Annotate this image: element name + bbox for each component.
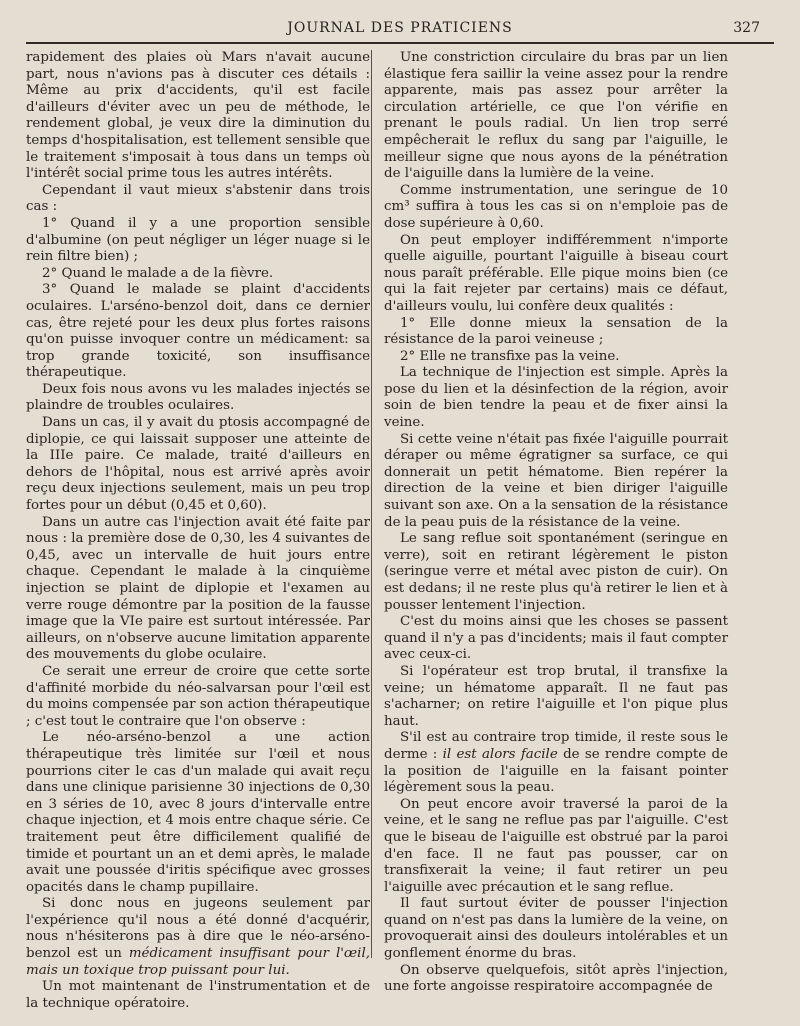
paragraph xyxy=(26,515,370,664)
column-divider xyxy=(371,50,372,958)
paragraph-text: S'il est au contraire trop timide, il reste sous le derme : xyxy=(384,730,728,762)
paragraph-text: 1° Elle donne mieux la sensation de la résistance de la paroi veineuse ; xyxy=(384,315,728,348)
paragraph xyxy=(26,730,370,896)
paragraph-text: Si donc nous en jugeons seulement par l'expérience qu'il nous a été donné d'acquérir, nous n'hésiterons pas à dire que le néo-arséno-benzol est un xyxy=(26,896,370,962)
paragraph xyxy=(384,316,728,349)
paragraph-text-tail: de se rendre compte de la position de l'aiguille en la faisant pointer légèrement sous la peau. xyxy=(384,746,728,796)
paragraph-text: Si l'opérateur est trop brutal, il transfixe la veine; un hématome apparaît. Il ne faut pas s'acharner; on retire l'aiguille et l'on pique plus haut. xyxy=(384,663,728,729)
paragraph xyxy=(26,664,370,730)
italic-text: il est alors facile xyxy=(442,746,558,762)
paragraph xyxy=(384,349,728,366)
paragraph xyxy=(26,415,370,515)
paragraph-text: 2° Elle ne transfixe pas la veine. xyxy=(400,348,620,364)
paragraph-text: Un mot maintenant de l'instrumentation et de la technique opératoire. xyxy=(26,979,370,1011)
paragraph-text: Une constriction circulaire du bras par un lien élastique fera saillir la veine assez pour la rendre apparente, mais pas assez pour arrêter la circulation artérielle, ce que l'on vérifie en prenant le pouls radial. Un lien trop serré empêcherait le reflux du sang par l'aiguille, le meilleur signe que nous ayons de la pénétration de l'aiguille dans la lumière de la veine. xyxy=(384,50,728,182)
paragraph-text: On peut employer indifféremment n'importe quelle aiguille, pourtant l'aiguille à biseau court nous paraît préférable. Elle pique moins bien (ce qui la fait rejeter par certains) mais ce défaut, d'ailleurs voulu, lui confère deux qualités : xyxy=(384,232,728,314)
paragraph-text: C'est du moins ainsi que les choses se passent quand il n'y a pas d'incidents; mais il faut compter avec ceux-ci. xyxy=(384,614,728,663)
paragraph xyxy=(26,282,370,382)
paragraph xyxy=(384,614,728,664)
paragraph-text: 1° Quand il y a une proportion sensible d'albumine (on peut négliger un léger nuage si le rein filtre bien) ; xyxy=(26,215,370,265)
paragraph xyxy=(384,365,728,431)
paragraph-text: 2° Quand le malade a de la fièvre. xyxy=(42,265,274,281)
paragraph xyxy=(384,896,728,962)
paragraph-text: Cependant il vaut mieux s'abstenir dans trois cas : xyxy=(26,182,370,215)
paragraph xyxy=(384,797,728,897)
paragraph xyxy=(26,382,370,415)
running-header xyxy=(26,14,774,44)
paragraph-text: Deux fois nous avons vu les malades injectés se plaindre de troubles oculaires. xyxy=(26,381,370,414)
paragraph-text: Le sang reflue soit spontanément (seringue en verre), soit en retirant légèrement le piston (seringue verre et métal avec piston de cuir). On est dedans; il ne reste plus qu'à retirer le lien et à pousser lentement l'injection. xyxy=(384,531,728,613)
paragraph xyxy=(384,963,728,996)
paragraph xyxy=(26,216,370,266)
paragraph-text: Le néo-arséno-benzol a une action thérapeutique très limitée sur l'œil et nous pourrions citer le cas d'un malade qui avait reçu dans une clinique parisienne 30 injections de 0,30 en 3 séries de 10, avec 8 jours d'intervalle entre chaque injection, et 4 mois entre chaque série. Ce traitement peut être difficilement qualifié de timide et pourtant un an et demi après, le malade avait une poussée d'iritis spécifique avec grosses opacités dans le champ pupillaire. xyxy=(26,730,370,895)
paragraph-text: Il faut surtout éviter de pousser l'injection quand on n'est pas dans la lumière de la veine, on provoquerait ainsi des douleurs intolérables et un gonflement énorme du bras. xyxy=(384,896,728,962)
left-column xyxy=(26,50,370,1012)
right-column xyxy=(384,50,728,996)
paragraph xyxy=(384,730,728,796)
paragraph xyxy=(26,183,370,216)
paragraph xyxy=(26,979,370,1012)
paragraph-text: On peut encore avoir traversé la paroi de la veine, et le sang ne reflue pas par l'aiguille. C'est que le biseau de l'aiguille est obstrué par la paroi d'en face. Il ne faut pas pousser, car on transfixerait la veine; il faut retirer un peu l'aiguille avec précaution et le sang reflue. xyxy=(384,796,728,895)
paragraph-text: Si cette veine n'était pas fixée l'aiguille pourrait déraper ou même égratigner sa surface, ce qui donnerait un petit hématome. Bien repérer la direction de la veine et bien diriger l'aiguille suivant son axe. On a la sensation de la résistance de la peau puis de la résistance de la veine. xyxy=(384,431,728,530)
paragraph-text: On observe quelquefois, sitôt après l'injection, une forte angoisse respiratoire accompagnée de xyxy=(384,962,728,995)
paragraph xyxy=(384,664,728,730)
paragraph-text: 3° Quand le malade se plaint d'accidents oculaires. L'arséno-benzol doit, dans ce dernier cas, être rejeté pour les deux plus fortes raisons qu'on puisse invoquer contre un médicament: sa trop grande toxicité, son insuffisance thérapeutique. xyxy=(26,282,370,381)
paragraph xyxy=(384,50,728,183)
paragraph-text: Dans un cas, il y avait du ptosis accompagné de diplopie, ce qui laissait supposer une atteinte de la IIIe paire. Ce malade, traité d'ailleurs en dehors de l'hôpital, nous est arrivé après avoir reçu deux injections seulement, mais un peu trop fortes pour un début (0,45 et 0,60). xyxy=(26,415,370,514)
paragraph xyxy=(26,896,370,979)
page-number: 327 xyxy=(733,20,760,36)
paragraph-text: Ce serait une erreur de croire que cette sorte d'affinité morbide du néo-salvarsan pour l'œil est du moins compensée par son action thérapeutique ; c'est tout le contraire que l'on observe : xyxy=(26,663,370,729)
paragraph-text: La technique de l'injection est simple. Après la pose du lien et la désinfection de la région, avoir soin de bien tendre la peau et de fixer ainsi la veine. xyxy=(384,365,728,431)
paragraph xyxy=(384,183,728,233)
paragraph-text: rapidement des plaies où Mars n'avait aucune part, nous n'avions pas à discuter ces détails : Même au prix d'accidents, qu'il est facile d'ailleurs d'éviter avec un peu de méthode, le rendement global, je veux dire la diminution du temps d'hospitalisation, est tellement sensible que le traitement s'imposait à tous dans un temps où l'intérêt social prime tous les autres intérêts. xyxy=(26,50,370,182)
paragraph xyxy=(26,50,370,183)
journal-title: JOURNAL DES PRATICIENS xyxy=(287,20,513,36)
paragraph xyxy=(384,233,728,316)
italic-text: médicament insuffisant pour l'œil, mais un toxique trop puissant pour lui. xyxy=(26,946,370,978)
paragraph xyxy=(26,266,370,283)
paragraph xyxy=(384,531,728,614)
paragraph xyxy=(384,432,728,532)
paragraph-text: Dans un autre cas l'injection avait été faite par nous : la première dose de 0,30, les 4 suivantes de 0,45, avec un intervalle de huit jours entre chaque. Cependant le malade à la cinquième injection se plaint de diplopie et l'examen au verre rouge démontre par la position de la fausse image que la VIe paire est surtout intéressée. Par ailleurs, on n'observe aucune limitation apparente des mouvements du globe oculaire. xyxy=(26,514,370,663)
paragraph-text: Comme instrumentation, une seringue de 10 cm³ suffira à tous les cas si on n'emploie pas de dose supérieure à 0,60. xyxy=(384,182,728,231)
